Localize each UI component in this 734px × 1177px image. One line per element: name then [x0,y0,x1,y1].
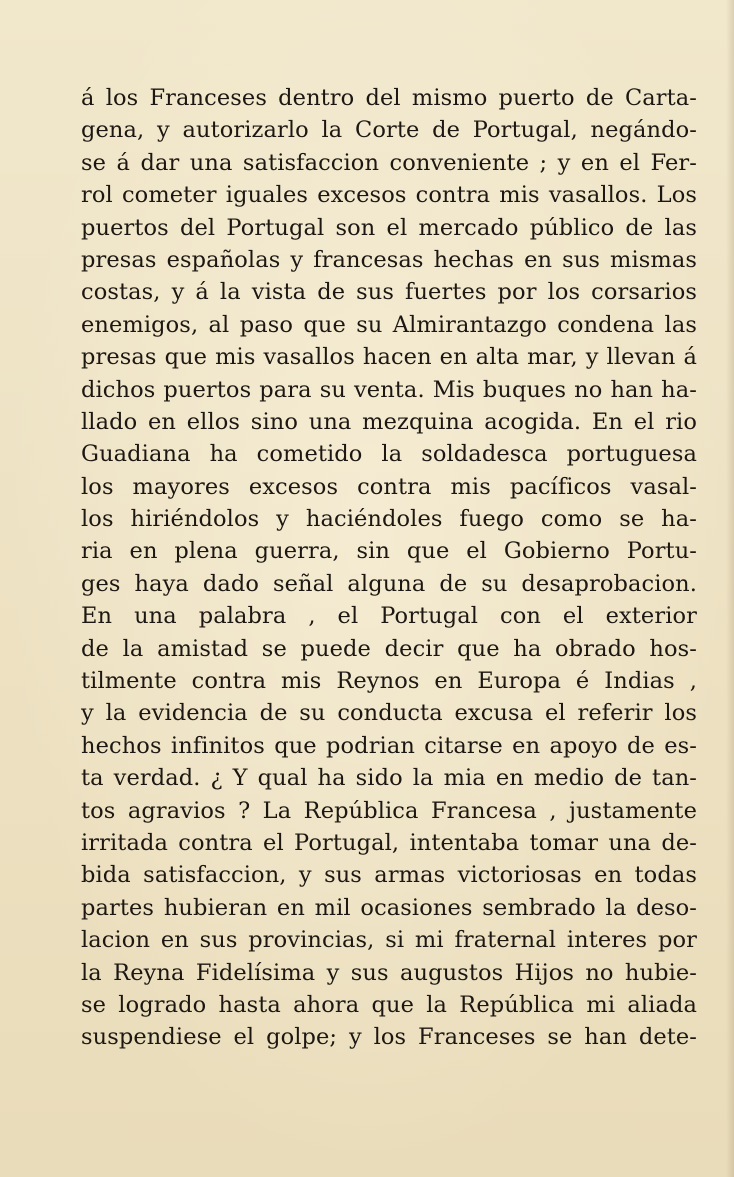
text-line: tos agravios ? La República Francesa , justamente [81,797,697,824]
text-line: llado en ellos sino una mezquina acogida. En el rio [81,408,697,435]
page-edge-shadow [726,0,734,1177]
text-line: gena, y autorizarlo la Corte de Portugal, negándo- [81,117,697,144]
text-line: tilmente contra mis Reynos en Europa é Indias , [81,668,697,695]
text-line: suspendiese el golpe; y los Franceses se han dete- [81,1024,697,1051]
text-line: enemigos, al paso que su Almirantazgo condena las [81,311,697,338]
text-line: ges haya dado señal alguna de su desaprobacion. [81,570,697,597]
text-line: Guadiana ha cometido la soldadesca portuguesa [81,441,697,468]
body-text [81,82,697,1054]
text-line: de la amistad se puede decir que ha obrado hos- [81,635,697,662]
text-line: y la evidencia de su conducta excusa el referir los [81,700,697,727]
text-line: irritada contra el Portugal, intentaba tomar una de- [81,829,697,856]
text-line: los mayores excesos contra mis pacíficos vasal- [81,473,697,500]
text-line: partes hubieran en mil ocasiones sembrado la deso- [81,894,697,921]
text-line: se logrado hasta ahora que la República mi aliada [81,991,697,1018]
text-line: rol cometer iguales excesos contra mis vasallos. Los [81,182,697,209]
text-line: presas españolas y francesas hechas en sus mismas [81,246,697,273]
text-line: dichos puertos para su venta. Mis buques no han ha- [81,376,697,403]
text-line: lacion en sus provincias, si mi fraternal interes por [81,927,697,954]
text-line: presas que mis vasallos hacen en alta mar, y llevan á [81,344,697,371]
text-line: se á dar una satisfaccion conveniente ; y en el Fer- [81,149,697,176]
text-line: á los Franceses dentro del mismo puerto de Carta- [81,85,697,111]
text-line: En una palabra , el Portugal con el exterior [81,603,697,630]
text-line: costas, y á la vista de sus fuertes por los corsarios [81,279,697,306]
text-line: bida satisfaccion, y sus armas victoriosas en todas [81,862,697,889]
text-line: los hiriéndolos y haciéndoles fuego como se ha- [81,506,697,533]
text-line: ria en plena guerra, sin que el Gobierno Portu- [81,538,697,565]
text-line: hechos infinitos que podrian citarse en apoyo de es- [81,732,697,759]
text-line: ta verdad. ¿ Y qual ha sido la mia en medio de tan- [81,765,697,792]
text-line: puertos del Portugal son el mercado público de las [81,214,697,241]
text-line: la Reyna Fidelísima y sus augustos Hijos no hubie- [81,959,697,986]
